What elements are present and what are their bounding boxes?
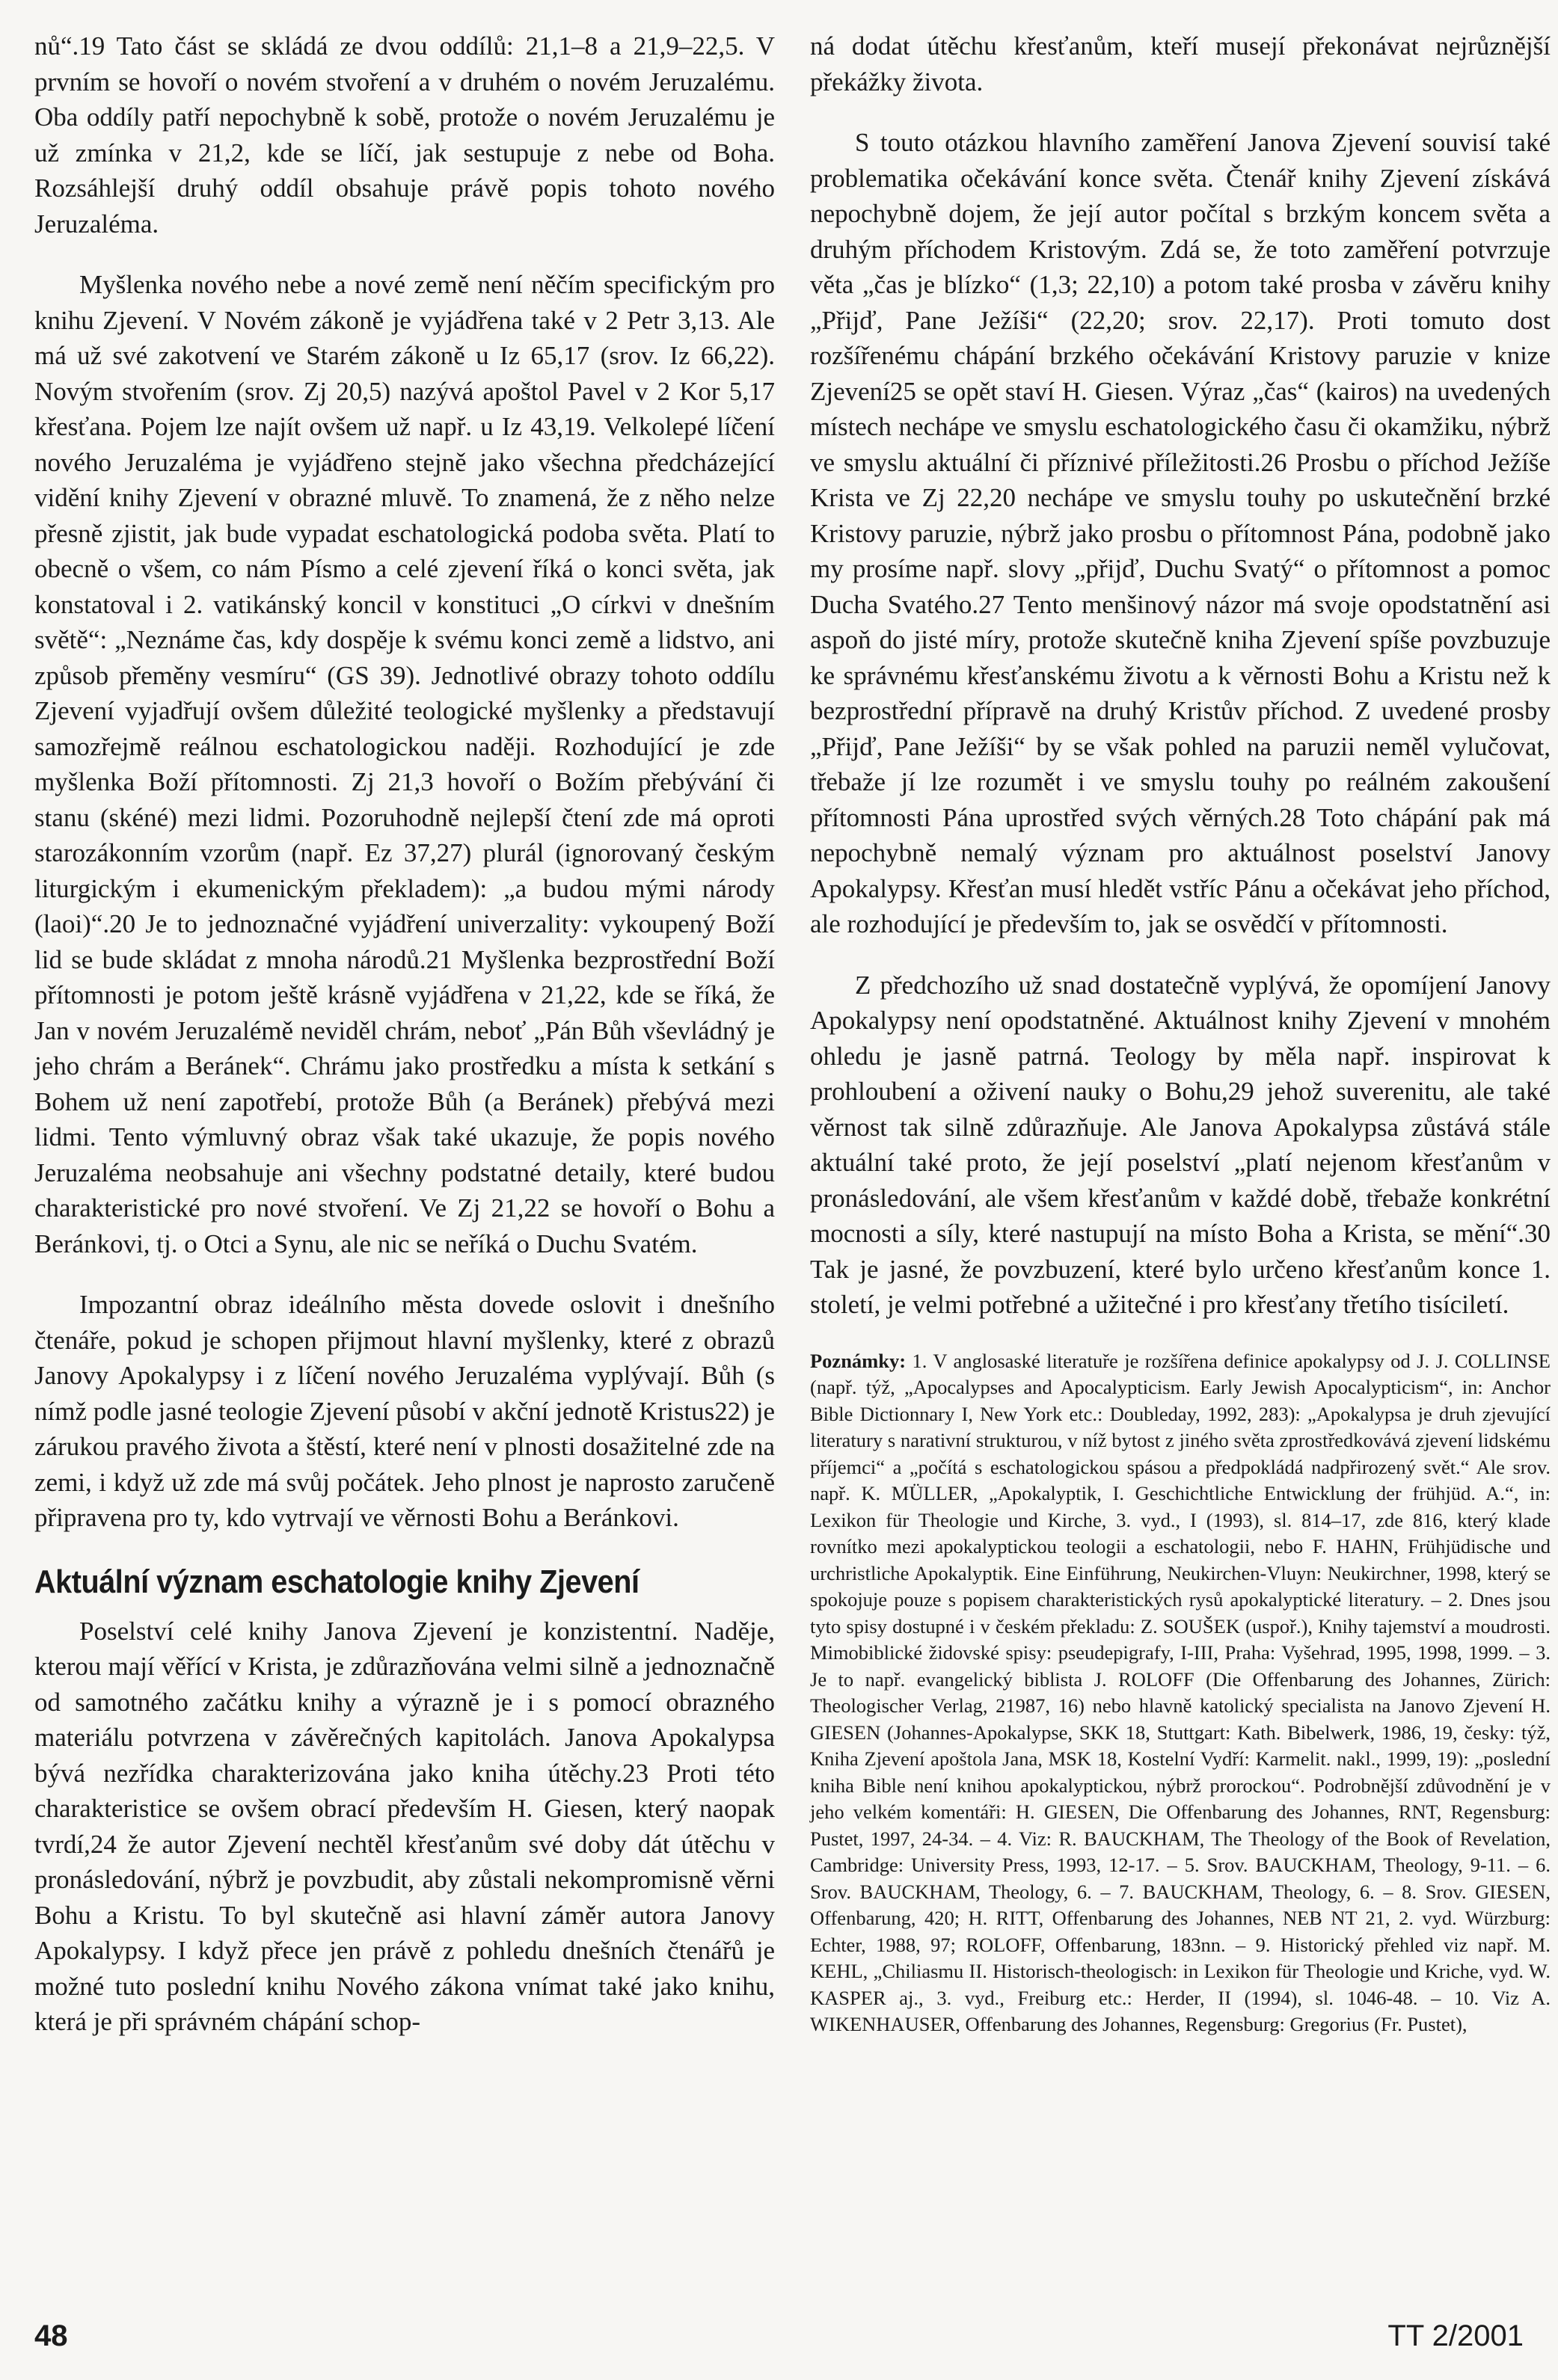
right-column xyxy=(810,28,1551,2038)
paragraph: ná dodat útěchu křesťanům, kteří musejí překonávat nejrůznější překážky života. xyxy=(810,31,1551,96)
footnotes-label: Poznámky: xyxy=(810,1349,907,1372)
page-number: 48 xyxy=(34,2319,68,2352)
journal-issue: TT 2/2001 xyxy=(1387,2319,1524,2352)
footnotes xyxy=(810,1348,1551,2038)
footnotes-text: 1. V anglosaské literatuře je rozšířena definice apokalypsy od J. J. COLLINSE (např. týž, „Apocalypses and Apocalypticism. Early Jewish Apocalypticism“, in: Anchor Bible Dictionnary I, New York etc.: Doubleday, 1992, 283): „Apokalypsa je druh zjevující literatury s narativní strukturou, v níž bytost z jiného světa zprostředkovává zjevení lidskému příjemci“ a „počítá s eschatologickou spásou a předpokládá nadpřirozený svět.“ Ale srov. např. K. MÜLLER, „Apokalyptik, I. Geschichtliche Entwicklung der frühjüd. A.“, in: Lexikon für Theologie und Kirche, 3. vyd., I (1993), sl. 814–17, zde 816, který klade rovnítko mezi apokalyptickou teologii a eschatologii, nebo F. HAHN, Frühjüdische und urchristliche Apokalyptik. Eine Einführung, Neukirchen-Vluyn: Neukirchner, 1998, který se spokojuje pouze s popisem charakteristických rysů apokalyptické literatury. – 2. Dnes jsou tyto spisy dostupné i v českém překladu: Z. SOUŠEK (uspoř.), Knihy tajemství a moudrosti. Mimobiblické židovské spisy: pseudepigrafy, I-III, Praha: Vyšehrad, 1995, 1998, 1999. – 3. Je to např. evangelický biblista J. ROLOFF (Die Offenbarung des Johannes, Zürich: Theologischer Verlag, 21987, 16) nebo hlavně katolický specialista na Janovo Zjevení H. GIESEN (Johannes-Apokalypse, SKK 18, Stuttgart: Kath. Bibelwerk, 1986, 19, česky: týž, Kniha Zjevení apoštola Jana, MSK 18, Kostelní Vydří: Karmelit. nakl., 1999, 19): „poslední kniha Bible není knihou apokalyptickou, nýbrž prorockou“. Podrobnější zdůvodnění je v jeho velkém komentáři: H. GIESEN, Die Offenbarung des Johannes, RNT, Regensburg: Pustet, 1997, 24-34. – 4. Viz: R. BAUCKHAM, The Theology of the Book of Revelation, Cambridge: University Press, 1993, 12-17. – 5. Srov. BAUCKHAM, Theology, 9-11. – 6. Srov. BAUCKHAM, Theology, 6. – 7. BAUCKHAM, Theology, 6. – 8. Srov. GIESEN, Offenbarung, 420; H. RITT, Offenbarung des Johannes, NEB NT 21, 2. vyd. Würzburg: Echter, 1988, 97; ROLOFF, Offenbarung, 183nn. – 9. Historický přehled viz např. M. KEHL, „Chiliasmu II. Historisch-theologisch: in Lexikon für Theologie und Kriche, vyd. W. KASPER aj., 3. vyd., Freiburg etc.: Herder, II (1994), sl. 1046-48. – 10. Viz A. WIKENHAUSER, Offenbarung des Johannes, Regensburg: Gregorius (Fr. Pustet), xyxy=(810,1349,1551,2035)
paragraph: Myšlenka nového nebe a nové země není něčím specifickým pro knihu Zjevení. V Novém zákoně je vyjádřena také v 2 Petr 3,13. Ale má už své zakotvení ve Starém zákoně u Iz 65,17 (srov. Iz 66,22). Novým stvořením (srov. Zj 20,5) nazývá apoštol Pavel v 2 Kor 5,17 křesťana. Pojem lze najít ovšem už např. u Iz 43,19. Velkolepé líčení nového Jeruzaléma je vyjádřeno stejně jako všechna předcházející vidění knihy Zjevení v obrazné mluvě. To znamená, že z něho nelze přesně zjistit, jak bude vypadat eschatologická podoba světa. Platí to obecně o všem, co nám Písmo a celé zjevení říká o konci světa, jak konstatoval i 2. vatikánský koncil v konstituci „O církvi v dnešním světě“: „Neznáme čas, kdy dospěje k svému konci země a lidstvo, ani způsob přeměny vesmíru“ (GS 39). Jednotlivé obrazy tohoto oddílu Zjevení vyjadřují ovšem důležité teologické myšlenky a představují samozřejmě reálnou eschatologickou naději. Rozhodující je zde myšlenka Boží přítomnosti. Zj 21,3 hovoří o Božím přebývání či stanu (skéné) mezi lidmi. Pozoruhodně nejlepší čtení zde má oproti starozákonním vzorům (např. Ez 37,27) plurál (ignorovaný českým liturgickým i ekumenickým překladem): „a budou mými národy (laoi)“.20 Je to jednoznačné vyjádření univerzality: vykoupený Boží lid se bude skládat z mnoha národů.21 Myšlenka bezprostřední Boží přítomnosti je potom ještě krásně vyjádřena v 21,22, kde se říká, že Jan v novém Jeruzalémě neviděl chrám, neboť „Pán Bůh vševládný je jeho chrám a Beránek“. Chrámu jako prostředku a místa k setkání s Bohem už není zapotřebí, protože Bůh (a Beránek) přebývá mezi lidmi. Tento výmluvný obraz však také ukazuje, že popis nového Jeruzaléma neobsahuje ani všechny podstatné detaily, které budou charakteristické pro nové stvoření. Ve Zj 21,22 se hovoří o Bohu a Beránkovi, tj. o Otci a Synu, ale nic se neříká o Duchu Svatém. xyxy=(34,270,775,1258)
paragraph: Z předchozího už snad dostatečně vyplývá, že opomíjení Janovy Apokalypsy není opodstatněné. Aktuálnost knihy Zjevení v mnohém ohledu je jasně patrná. Teology by měla např. inspirovat k prohloubení a oživení nauky o Bohu,29 jehož suverenitu, ale také věrnost tak silně zdůrazňuje. Ale Janova Apokalypsa zůstává stále aktuální také proto, že její poselství „platí nejenom křesťanům v pronásledování, ale všem křesťanům v každé době, třebaže konkrétní mocnosti a síly, které nastupují na místo Boha a Krista, se mění“.30 Tak je jasné, že povzbuzení, které bylo určeno křesťanům konce 1. století, je velmi potřebné a užitečné i pro křesťany třetího tisíciletí. xyxy=(810,970,1551,1319)
left-column xyxy=(34,28,775,2065)
paragraph: Poselství celé knihy Janova Zjevení je konzistentní. Naděje, kterou mají věřící v Krista, je zdůrazňována velmi silně a jednoznačně od samotného začátku knihy a výrazně je i s pomocí obrazného materiálu potvrzena v závěrečných kapitolách. Janova Apokalypsa bývá nezřídka charakterizována jako kniha útěchy.23 Proti této charakteristice se ovšem obrací především H. Giesen, který naopak tvrdí,24 že autor Zjevení nechtěl křesťanům své doby dát útěchu v pronásledování, nýbrž je povzbudit, aby zůstali nekompromisně věrni Bohu a Kristu. To byl skutečně asi hlavní záměr autora Janovy Apokalypsy. I když přece jen právě z pohledu dnešních čtenářů je možné tuto poslední knihu Nového zákona vnímat také jako knihu, která je při správném chápání schop- xyxy=(34,1616,775,2036)
section-heading: Aktuální význam eschatologie knihy Zjevení xyxy=(34,1563,640,1600)
paragraph: Impozantní obraz ideálního města dovede oslovit i dnešního čtenáře, pokud je schopen přijmout hlavní myšlenky, které z obrazů Janovy Apokalypsy i z líčení nového Jeruzaléma vyplývají. Bůh (s nímž podle jasné teologie Zjevení působí v akční jednotě Kristus22) je zárukou pravého života a štěstí, které není v plnosti dosažitelné zde na zemi, i když už zde má svůj počátek. Jeho plnost je naprosto zaručeně připravena pro ty, kdo vytrvají ve věrnosti Bohu a Beránkovi. xyxy=(34,1290,775,1532)
paragraph: S touto otázkou hlavního zaměření Janova Zjevení souvisí také problematika očekávání konce světa. Čtenář knihy Zjevení získává nepochybně dojem, že její autor počítal s brzkým koncem světa a druhým příchodem Kristovým. Zdá se, že toto zaměření potvrzuje věta „čas je blízko“ (1,3; 22,10) a potom také prosba v závěru knihy „Přijď, Pane Ježíši“ (22,20; srov. 22,17). Proti tomuto dost rozšířenému chápání brzkého očekávání Kristovy paruzie v knize Zjevení25 se opět staví H. Giesen. Výraz „čas“ (kairos) na uvedených místech nechápe ve smyslu eschatologického času či okamžiku, nýbrž ve smyslu aktuální či příznivé příležitosti.26 Prosbu o příchod Ježíše Krista ve Zj 22,20 nechápe ve smyslu touhy po uskutečnění brzké Kristovy paruzie, nýbrž jako prosbu o přítomnost Pána, podobně jako my prosíme např. slovy „přijď, Duchu Svatý“ o přítomnost a pomoc Ducha Svatého.27 Tento menšinový názor má svoje opodstatnění asi aspoň do jisté míry, protože skutečně kniha Zjevení spíše povzbuzuje ke správnému křesťanskému životu a k věrnosti Bohu a Kristu než k bezprostřední přípravě na druhý Kristův příchod. Z uvedené prosby „Přijď, Pane Ježíši“ by se však pohled na paruzii neměl vylučovat, třebaže jí lze rozumět i ve smyslu touhy po reálném zakoušení přítomnosti Pána uprostřed svých věrných.28 Toto chápání pak má nepochybně nemalý význam pro aktuálnost poselství Janovy Apokalypsy. Křesťan musí hledět vstříc Pánu a očekávat jeho příchod, ale rozhodující je především to, jak se osvědčí v přítomnosti. xyxy=(810,128,1551,938)
paragraph: nů“.19 Tato část se skládá ze dvou oddílů: 21,1–8 a 21,9–22,5. V prvním se hovoří o novém stvoření a v druhém o novém Jeruzalému. Oba oddíly patří nepochybně k sobě, protože o novém Jeruzalému je už zmínka v 21,2, kde se líčí, jak sestupuje z nebe od Boha. Rozsáhlejší druhý oddíl obsahuje právě popis tohoto nového Jeruzaléma. xyxy=(34,31,775,239)
